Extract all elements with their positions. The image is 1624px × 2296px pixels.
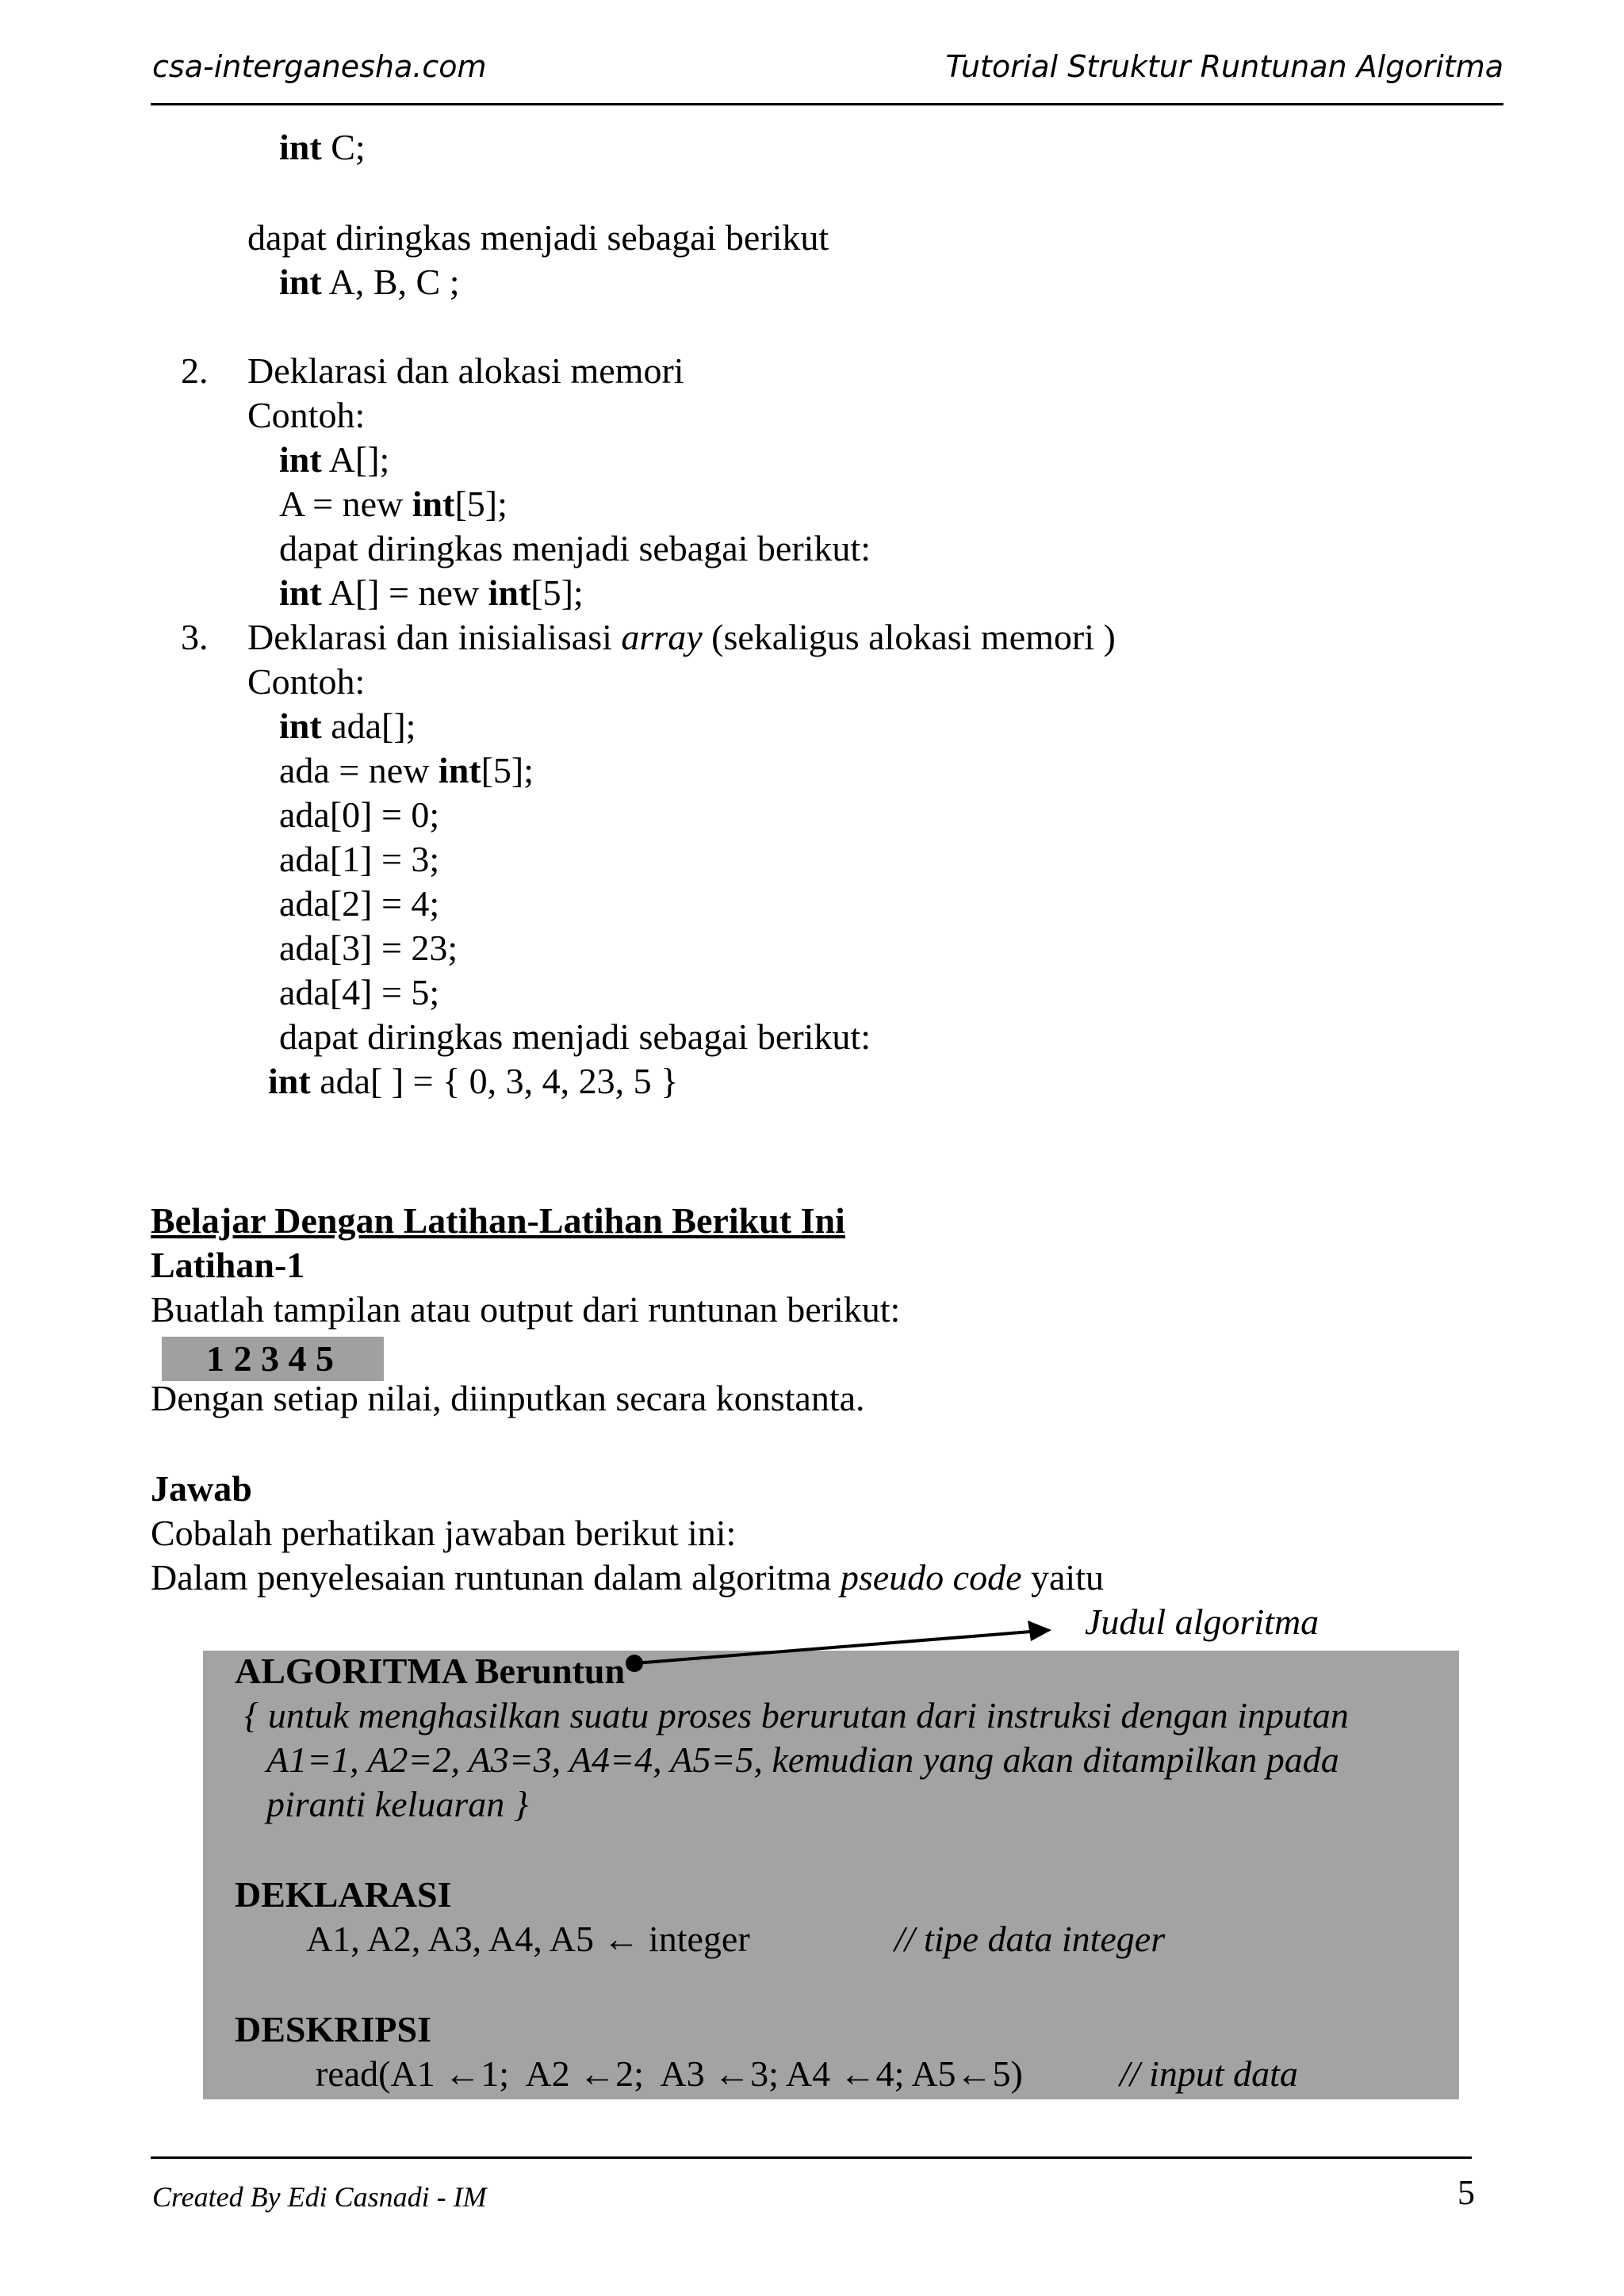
algorithm-comment: piranti keluaran } [266, 1784, 529, 1824]
footer-rule [151, 2156, 1472, 2159]
list-item-text: Deklarasi dan inisialisasi array (sekaligus alokasi memori ) [247, 617, 1116, 657]
description-comment: // input data [1120, 2053, 1298, 2094]
exercise-prompt: Buatlah tampilan atau output dari runtunan berikut: [151, 1289, 901, 1330]
answer-line: Cobalah perhatikan jawaban berikut ini: [151, 1513, 737, 1553]
description-heading: DESKRIPSI [235, 2009, 431, 2049]
answer-heading: Jawab [151, 1468, 252, 1509]
output-box [162, 1337, 384, 1381]
declaration-heading: DEKLARASI [235, 1874, 452, 1915]
text-line: dapat diringkas menjadi sebagai berikut: [279, 1016, 871, 1057]
output-value: 1 2 3 4 5 [206, 1338, 334, 1379]
code-line: ada[2] = 4; [279, 883, 440, 924]
code-line: ada[0] = 0; [279, 794, 440, 835]
list-item-text: Deklarasi dan alokasi memori [247, 350, 684, 391]
code-line: ada[4] = 5; [279, 972, 440, 1012]
footer-author: Created By Edi Casnadi - IM [152, 2181, 487, 2213]
code-line: ada[1] = 3; [279, 839, 440, 879]
text-line: dapat diringkas menjadi sebagai berikut: [279, 528, 871, 568]
exercise-title: Latihan-1 [151, 1245, 305, 1285]
algorithm-title: ALGORITMA Beruntun [235, 1651, 626, 1691]
contoh-label: Contoh: [247, 661, 366, 702]
text-line: dapat diringkas menjadi sebagai berikut [247, 217, 829, 258]
header-site: csa-interganesha.com [152, 49, 487, 84]
code-line: int ada[ ] = { 0, 3, 4, 23, 5 } [268, 1061, 679, 1101]
algorithm-comment: { untuk menghasilkan suatu proses berurutan dari instruksi dengan inputan [244, 1695, 1349, 1735]
code-line: int A[]; [279, 439, 390, 480]
code-line: A = new int[5]; [279, 484, 508, 524]
exercise-note: Dengan setiap nilai, diinputkan secara konstanta. [151, 1378, 865, 1418]
algorithm-comment: A1=1, A2=2, A3=3, A4=4, A5=5, kemudian yang akan ditampilkan pada [266, 1739, 1339, 1780]
code-line: ada = new int[5]; [279, 750, 534, 790]
section-heading: Belajar Dengan Latihan-Latihan Berikut Ini [151, 1200, 845, 1241]
contoh-label: Contoh: [247, 395, 366, 435]
code-line: int A[] = new int[5]; [279, 572, 584, 613]
declaration-line: A1, A2, A3, A4, A5 ← integer [306, 1919, 750, 1959]
declaration-comment: // tipe data integer [894, 1919, 1166, 1959]
code-line: int C; [279, 127, 366, 167]
list-number: 3. [181, 617, 209, 657]
code-line: int ada[]; [279, 706, 416, 746]
page-number: 5 [1457, 2173, 1475, 2212]
answer-line: Dalam penyelesaian runtunan dalam algoritma pseudo code yaitu [151, 1557, 1104, 1598]
annotation-label: Judul algoritma [1085, 1601, 1320, 1642]
header-title: Tutorial Struktur Runtunan Algoritma [945, 49, 1503, 84]
description-line: read(A1 ←1; A2 ←2; A3 ←3; A4 ←4; A5←5) [316, 2053, 1023, 2094]
code-line: int A, B, C ; [279, 262, 460, 302]
code-line: ada[3] = 23; [279, 928, 458, 968]
list-number: 2. [181, 350, 209, 391]
header-rule [151, 103, 1503, 105]
